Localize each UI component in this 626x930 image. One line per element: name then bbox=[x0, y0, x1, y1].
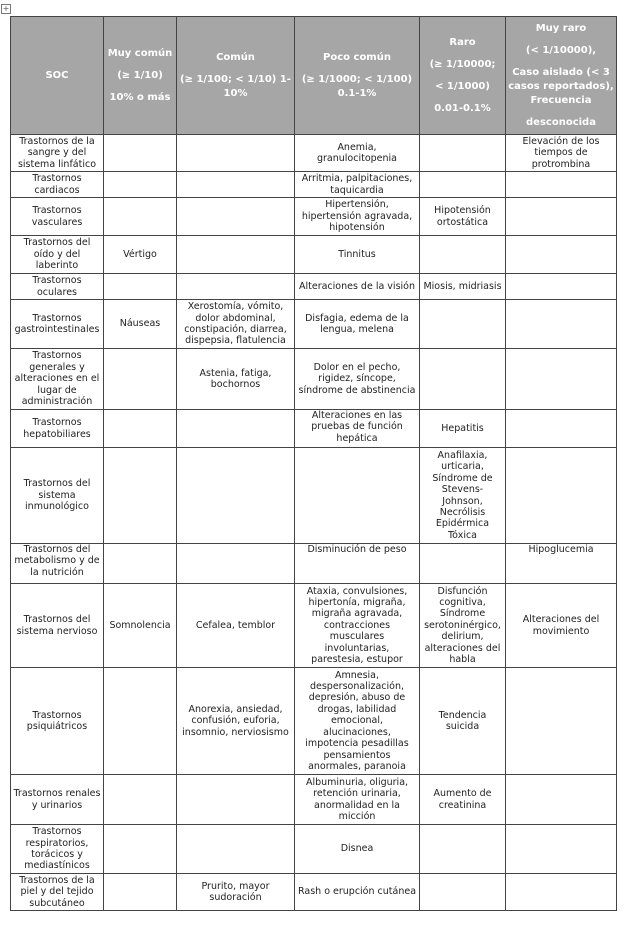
cell-comun: Xerostomía, vómito, dolor abdominal, constipación, diarrea, dispepsia, flatulencia bbox=[177, 300, 295, 349]
cell-poco-comun: Ataxia, convulsiones, hipertonía, migraña, migraña agravada, contracciones musculares involuntarias, parestesia, estupor bbox=[295, 584, 420, 668]
cell-muy-comun bbox=[104, 172, 177, 198]
cell-muy-raro: Elevación de los tiempos de protrombina bbox=[506, 135, 617, 172]
cell-raro bbox=[420, 874, 506, 911]
cell-muy-comun bbox=[104, 410, 177, 448]
cell-muy-comun bbox=[104, 198, 177, 236]
cell-soc: Trastornos del metabolismo y de la nutrición bbox=[11, 544, 104, 584]
cell-muy-comun bbox=[104, 135, 177, 172]
cell-muy-raro bbox=[506, 874, 617, 911]
cell-comun bbox=[177, 135, 295, 172]
cell-soc: Trastornos generales y alteraciones en el lugar de administración bbox=[11, 349, 104, 410]
header-poco-comun: Poco común (≥ 1/1000; < 1/100) 0.1-1% bbox=[295, 17, 420, 135]
table-row bbox=[11, 198, 617, 236]
cell-raro bbox=[420, 544, 506, 584]
table-row bbox=[11, 874, 617, 911]
cell-raro bbox=[420, 825, 506, 874]
cell-raro: Disfunción cognitiva, Síndrome serotoninérgico, delirium, alteraciones del habla bbox=[420, 584, 506, 668]
cell-comun bbox=[177, 448, 295, 544]
cell-soc: Trastornos psiquiátricos bbox=[11, 668, 104, 775]
cell-poco-comun: Tinnitus bbox=[295, 236, 420, 274]
cell-muy-comun bbox=[104, 775, 177, 825]
table-row bbox=[11, 668, 617, 775]
table-row bbox=[11, 172, 617, 198]
cell-muy-comun bbox=[104, 448, 177, 544]
cell-soc: Trastornos oculares bbox=[11, 274, 104, 300]
cell-soc: Trastornos cardiacos bbox=[11, 172, 104, 198]
cell-soc: Trastornos del oído y del laberinto bbox=[11, 236, 104, 274]
cell-muy-raro: Hipoglucemia bbox=[506, 544, 617, 584]
table-row bbox=[11, 274, 617, 300]
cell-raro bbox=[420, 349, 506, 410]
cell-muy-raro bbox=[506, 410, 617, 448]
cell-raro: Miosis, midriasis bbox=[420, 274, 506, 300]
cell-soc: Trastornos de la sangre y del sistema linfático bbox=[11, 135, 104, 172]
cell-muy-comun bbox=[104, 544, 177, 584]
cell-raro bbox=[420, 236, 506, 274]
table-row bbox=[11, 584, 617, 668]
cell-poco-comun: Amnesia, despersonalización, depresión, abuso de drogas, labilidad emocional, alucinaciones, impotencia pesadillas pensamientos anormales, paranoia bbox=[295, 668, 420, 775]
cell-comun bbox=[177, 274, 295, 300]
cell-muy-raro bbox=[506, 198, 617, 236]
cell-muy-raro bbox=[506, 775, 617, 825]
cell-comun bbox=[177, 198, 295, 236]
cell-comun: Prurito, mayor sudoración bbox=[177, 874, 295, 911]
table-row bbox=[11, 349, 617, 410]
cell-poco-comun: Alteraciones de la visión bbox=[295, 274, 420, 300]
cell-poco-comun: Anemia, granulocitopenia bbox=[295, 135, 420, 172]
cell-muy-raro bbox=[506, 448, 617, 544]
cell-poco-comun: Disminución de peso bbox=[295, 544, 420, 584]
cell-comun bbox=[177, 172, 295, 198]
cell-muy-comun: Vértigo bbox=[104, 236, 177, 274]
cell-comun bbox=[177, 236, 295, 274]
cell-muy-raro bbox=[506, 172, 617, 198]
cell-comun: Anorexia, ansiedad, confusión, euforia, insomnio, nerviosismo bbox=[177, 668, 295, 775]
cell-comun bbox=[177, 410, 295, 448]
cell-raro bbox=[420, 135, 506, 172]
cell-muy-raro bbox=[506, 668, 617, 775]
cell-muy-comun: Náuseas bbox=[104, 300, 177, 349]
table-row bbox=[11, 300, 617, 349]
cell-muy-raro: Alteraciones del movimiento bbox=[506, 584, 617, 668]
header-soc: SOC bbox=[11, 17, 104, 135]
table-move-handle-icon[interactable]: + bbox=[2, 4, 10, 13]
cell-raro: Hepatitis bbox=[420, 410, 506, 448]
table-row bbox=[11, 236, 617, 274]
header-row bbox=[11, 17, 617, 135]
cell-poco-comun: Disnea bbox=[295, 825, 420, 874]
cell-muy-comun: Somnolencia bbox=[104, 584, 177, 668]
header-muy-raro: Muy raro (< 1/10000), Caso aislado (< 3 casos reportados), Frecuencia desconocida bbox=[506, 17, 617, 135]
cell-poco-comun: Dolor en el pecho, rigidez, síncope, síndrome de abstinencia bbox=[295, 349, 420, 410]
cell-soc: Trastornos de la piel y del tejido subcutáneo bbox=[11, 874, 104, 911]
table-row bbox=[11, 448, 617, 544]
cell-raro bbox=[420, 172, 506, 198]
cell-raro: Anafilaxia, urticaria, Síndrome de Stevens-Johnson, Necrólisis Epidérmica Tóxica bbox=[420, 448, 506, 544]
cell-muy-raro bbox=[506, 274, 617, 300]
cell-comun: Astenia, fatiga, bochornos bbox=[177, 349, 295, 410]
adverse-effects-table bbox=[10, 16, 617, 911]
cell-comun bbox=[177, 775, 295, 825]
table-row bbox=[11, 825, 617, 874]
cell-soc: Trastornos gastrointestinales bbox=[11, 300, 104, 349]
cell-poco-comun: Alteraciones en las pruebas de función hepática bbox=[295, 410, 420, 448]
cell-muy-comun bbox=[104, 668, 177, 775]
cell-muy-raro bbox=[506, 300, 617, 349]
cell-comun: Cefalea, temblor bbox=[177, 584, 295, 668]
cell-muy-comun bbox=[104, 825, 177, 874]
header-raro: Raro (≥ 1/10000; < 1/1000) 0.01-0.1% bbox=[420, 17, 506, 135]
table-row bbox=[11, 410, 617, 448]
header-muy-comun: Muy común (≥ 1/10) 10% o más bbox=[104, 17, 177, 135]
table-row bbox=[11, 135, 617, 172]
cell-poco-comun: Disfagia, edema de la lengua, melena bbox=[295, 300, 420, 349]
cell-poco-comun bbox=[295, 448, 420, 544]
cell-soc: Trastornos respiratorios, torácicos y mediastínicos bbox=[11, 825, 104, 874]
cell-raro: Hipotensión ortostática bbox=[420, 198, 506, 236]
cell-poco-comun: Rash o erupción cutánea bbox=[295, 874, 420, 911]
cell-poco-comun: Albuminuria, oliguria, retención urinaria, anormalidad en la micción bbox=[295, 775, 420, 825]
cell-muy-raro bbox=[506, 349, 617, 410]
cell-poco-comun: Hipertensión, hipertensión agravada, hipotensión bbox=[295, 198, 420, 236]
cell-muy-comun bbox=[104, 874, 177, 911]
cell-muy-raro bbox=[506, 236, 617, 274]
cell-poco-comun: Arritmia, palpitaciones, taquicardia bbox=[295, 172, 420, 198]
cell-muy-comun bbox=[104, 349, 177, 410]
cell-muy-raro bbox=[506, 825, 617, 874]
cell-soc: Trastornos hepatobiliares bbox=[11, 410, 104, 448]
cell-raro bbox=[420, 300, 506, 349]
cell-soc: Trastornos vasculares bbox=[11, 198, 104, 236]
cell-comun bbox=[177, 544, 295, 584]
table-row bbox=[11, 775, 617, 825]
cell-soc: Trastornos del sistema nervioso bbox=[11, 584, 104, 668]
cell-raro: Aumento de creatinina bbox=[420, 775, 506, 825]
cell-raro: Tendencia suicida bbox=[420, 668, 506, 775]
cell-comun bbox=[177, 825, 295, 874]
cell-soc: Trastornos del sistema inmunológico bbox=[11, 448, 104, 544]
cell-muy-comun bbox=[104, 274, 177, 300]
header-comun: Común (≥ 1/100; < 1/10) 1-10% bbox=[177, 17, 295, 135]
cell-soc: Trastornos renales y urinarios bbox=[11, 775, 104, 825]
table-row bbox=[11, 544, 617, 584]
